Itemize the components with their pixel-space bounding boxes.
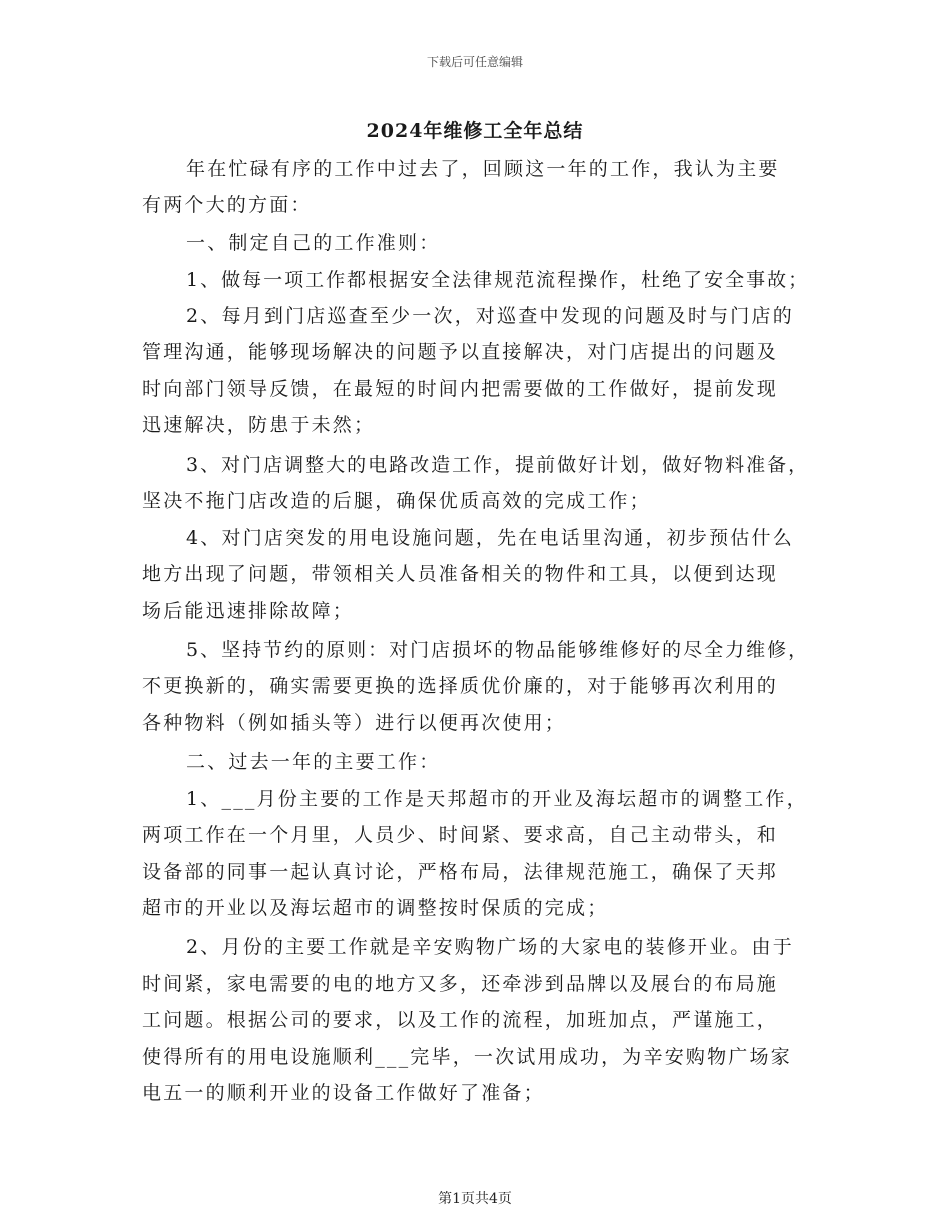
paragraph-line: 有两个大的方面： [142,194,312,216]
paragraph-line: 使得所有的用电设施顺利___完毕，一次试用成功，为辛安购物广场家 [142,1046,792,1068]
section-heading: 二、过去一年的主要工作： [186,751,441,773]
paragraph-line: 管理沟通，能够现场解决的问题予以直接解决，对门店提出的问题及 [142,341,779,363]
paragraph-line: 5、坚持节约的原则：对门店损坏的物品能够维修好的尽全力维修， [186,639,810,661]
paragraph-line: 地方出现了问题，带领相关人员准备相关的物件和工具，以便到达现 [142,563,779,585]
paragraph-line: 2、月份的主要工作就是辛安购物广场的大家电的装修开业。由于 [186,936,794,958]
section-heading: 一、制定自己的工作准则： [186,232,441,254]
document-title: 2024年维修工全年总结 [366,120,584,142]
paragraph-line: 年在忙碌有序的工作中过去了，回顾这一年的工作，我认为主要 [186,158,780,180]
paragraph-line: 时向部门领导反馈，在最短的时间内把需要做的工作做好，提前发现 [142,378,779,400]
page-number: 第1页共4页 [438,1191,512,1207]
paragraph-line: 两项工作在一个月里，人员少、时间紧、要求高，自己主动带头，和 [142,824,779,846]
paragraph-line: 3、对门店调整大的电路改造工作，提前做好计划，做好物料准备， [186,454,810,476]
paragraph-line: 不更换新的，确实需要更换的选择质优价廉的，对于能够再次利用的 [142,675,779,697]
paragraph-line: 迅速解决，防患于未然； [142,414,376,436]
paragraph-line: 电五一的顺利开业的设备工作做好了准备； [142,1082,545,1104]
paragraph-line: 超市的开业以及海坛超市的调整按时保质的完成； [142,897,609,919]
paragraph-line: 场后能迅速排除故障； [142,600,355,622]
paragraph-line: 设备部的同事一起认真讨论，严格布局，法律规范施工，确保了天邦 [142,861,779,883]
paragraph-line: 坚决不拖门店改造的后腿，确保优质高效的完成工作； [142,490,651,512]
paragraph-line: 2、每月到门店巡查至少一次，对巡查中发现的问题及时与门店的 [186,305,794,327]
paragraph-line: 1、做每一项工作都根据安全法律规范流程操作，杜绝了安全事故； [186,269,810,291]
paragraph-line: 4、对门店突发的用电设施问题，先在电话里沟通，初步预估什么 [186,527,794,549]
paragraph-line: 时间紧，家电需要的电的地方又多，还牵涉到品牌以及展台的布局施 [142,973,779,995]
paragraph-line: 各种物料（例如插头等）进行以便再次使用； [142,712,567,734]
paragraph-line: 1、___月份主要的工作是天邦超市的开业及海坛超市的调整工作， [186,788,808,810]
paragraph-line: 工问题。根据公司的要求，以及工作的流程，加班加点，严谨施工， [142,1009,779,1031]
page-header: 下载后可任意编辑 [426,55,523,69]
